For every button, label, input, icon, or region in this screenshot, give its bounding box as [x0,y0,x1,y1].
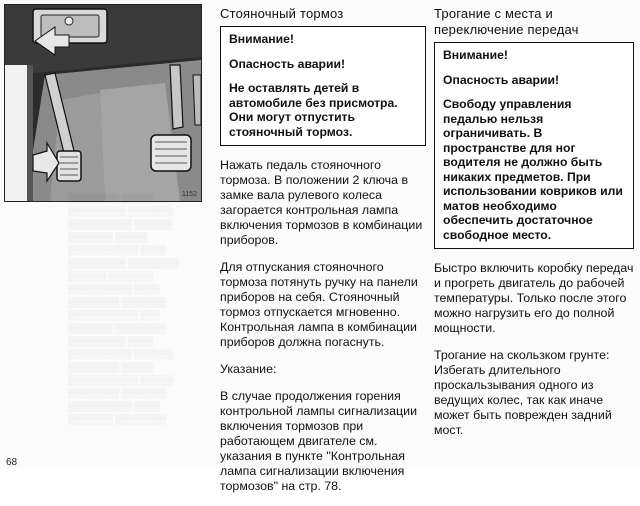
pedal-drawing [5,5,201,201]
warning-title: Внимание! [229,32,294,46]
figure-id-label: 1152 [181,191,197,198]
note-text: В случае продолжения горения контрольной лампы сигнализации включения тормозов при работающем двигателе см. указания в пункте "Контрольная лампа сигнализации включения тормозов" на стр. 78. [220,389,417,493]
warning-danger: Опасность аварии! [443,72,560,87]
starting-off-warning-box [434,42,634,249]
paragraph-engage-brake: Нажать педаль стояночного тормоза. В положении 2 ключа в замке вала рулевого колеса загорается контрольная лампа включения тормозов в комбинации приборов. [220,158,423,247]
paragraph-release-brake: Для отпускания стояночного тормоза потянуть ручку на панели приборов на себя. Стояночный тормоз отпускается мгновенно. Контрольная лампа в комбинации приборов должна погаснуть. [220,260,418,349]
paragraph-slippery-ground: Трогание на скользком грунте: Избегать длительного проскальзывания одного из ведущих колес, так как иначе может быть поврежден задний мост. [434,348,612,437]
paragraph-warm-up: Быстро включить коробку передач и прогреть двигатель до рабочей температуры. Только после этого можно нагрузить его до полной мощности. [434,261,634,335]
warning-text: Не оставлять детей в автомобиле без присмотра. Они могут отпустить стояночный тормоз. [229,81,398,139]
parking-brake-heading: Стояночный тормоз [220,6,344,21]
starting-off-heading: Трогание с места и переключение передач [434,6,579,37]
warning-danger: Опасность аварии! [229,56,346,71]
parking-brake-pedal-illustration [4,4,202,202]
bleed-through-text: ▒▒▒▒▒▒▒▒ ▒▒▒▒▒ ▒▒▒▒▒▒▒▒▒ ▒▒▒▒▒▒▒ ▒▒▒▒▒▒▒▒▒▒ ▒▒▒▒▒▒ ▒▒▒▒▒▒▒ ▒▒▒▒▒ ▒▒▒▒▒▒▒▒▒▒▒ ▒▒▒▒ ▒▒▒▒▒▒▒▒▒ ▒▒▒▒▒▒▒▒ ▒▒▒▒▒▒ ▒▒▒▒▒▒▒ ▒▒▒▒▒▒▒▒▒▒ ▒▒▒▒ ▒▒▒▒▒▒▒▒ ▒▒▒▒▒▒▒ ▒▒▒▒▒▒▒▒▒▒▒ ▒▒▒ ▒▒▒▒▒▒▒ ▒▒▒▒▒▒▒▒ ▒▒▒▒▒▒▒▒▒ ▒▒▒▒ ▒▒▒▒▒▒▒▒▒▒ ▒▒▒▒▒▒ ▒▒▒▒▒▒▒▒ ▒▒▒▒▒ ▒▒▒▒▒▒▒▒▒▒▒ ▒▒▒▒▒ ▒▒▒▒▒▒▒▒ ▒▒▒▒▒▒▒ ▒▒▒▒▒▒▒▒▒▒ ▒▒▒▒ ▒▒▒▒▒▒▒ ▒▒▒▒▒▒▒▒ [68,193,179,424]
note-label: Указание: [220,362,277,376]
starting-off-column [434,6,634,450]
warning-title: Внимание! [443,48,508,62]
parking-brake-column [220,6,426,506]
warning-text: Свободу управления педалью нельзя ограничивать. В пространстве для ног водителя не должно быть никаких предметов. При использовании ковриков или матов необходимо обеспечить достаточное свободное место. [443,97,623,242]
page-number: 68 [6,457,18,468]
parking-brake-warning-box [220,26,426,146]
